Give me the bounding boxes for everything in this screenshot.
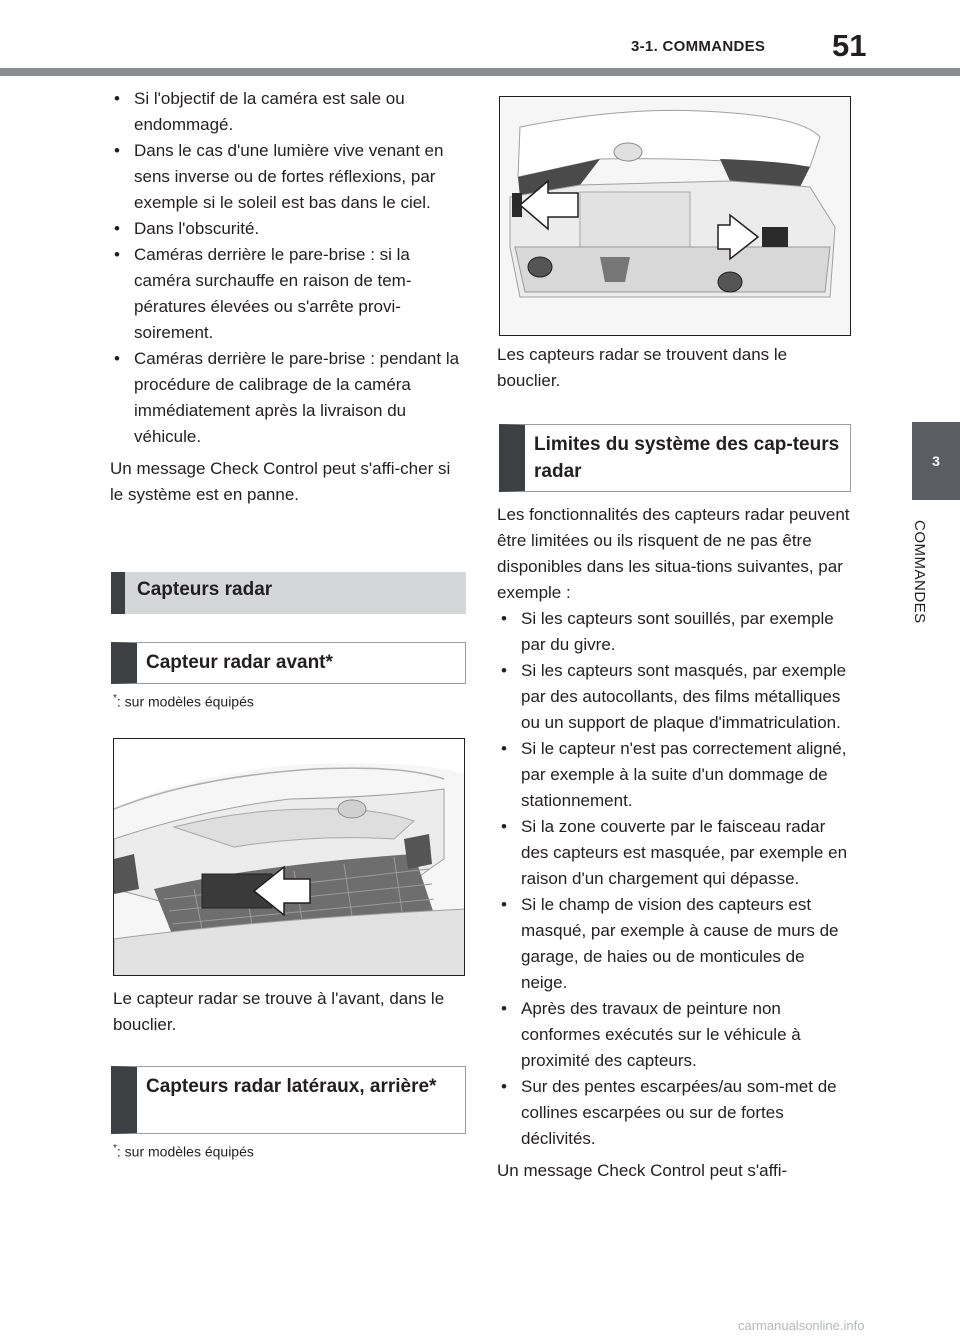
rear-bumper-illustration xyxy=(500,97,851,336)
list-item: • Si le capteur n'est pas correctement aligné, par exemple à la suite d'un dommage de stationnement. xyxy=(501,739,847,810)
chapter-tab[interactable]: 3 xyxy=(912,422,960,500)
front-bumper-figure xyxy=(113,738,465,976)
list-item: • Après des travaux de peinture non conformes exécutés sur le véhicule à proximité des capteurs. xyxy=(501,999,801,1070)
header-rule xyxy=(0,68,960,76)
list-item: • Dans l'obscurité. xyxy=(114,219,260,238)
front-bumper-illustration xyxy=(114,739,465,976)
check-control-paragraph: Un message Check Control peut s'affi-cher si le système est en panne. xyxy=(110,459,451,504)
limits-intro: Les fonctionnalités des capteurs radar peuvent être limitées ou ils risquent de ne pas être disponibles dans les situa-tions suivantes, par exemple : xyxy=(497,505,850,602)
check-control-paragraph: Un message Check Control peut s'affi- xyxy=(497,1161,788,1180)
subheading-front-radar: Capteur radar avant* xyxy=(111,642,466,684)
subheading-radar-limits: Limites du système des cap-teurs radar xyxy=(499,424,851,492)
rear-radar-caption: Les capteurs radar se trouvent dans le bouclier. xyxy=(497,345,788,390)
list-item: • Caméras derrière le pare-brise : si la caméra surchauffe en raison de tem-pératures élevées ou s'arrête provi-soirement. xyxy=(114,245,412,342)
watermark: carmanualsonline.info xyxy=(738,1318,865,1333)
list-item: • Caméras derrière le pare-brise : pendant la procédure de calibrage de la caméra immédiatement après la livraison du véhicule. xyxy=(114,349,460,446)
page-number: 51 xyxy=(832,28,867,63)
header-section-title: 3-1. COMMANDES xyxy=(631,38,766,55)
footnote-side-rear: *: sur modèles équipés xyxy=(113,1143,254,1160)
list-item: • Si la zone couverte par le faisceau radar des capteurs est masquée, par exemple en raison d'un chargement qui dépasse. xyxy=(501,817,848,888)
subheading-side-rear-radar: Capteurs radar latéraux, arrière* xyxy=(111,1066,466,1134)
list-item: • Si le champ de vision des capteurs est masqué, par exemple à cause de murs de garage, de haies ou de monticules de neige. xyxy=(501,895,839,992)
right-column-text xyxy=(497,502,852,1184)
list-item: • Si les capteurs sont souillés, par exemple par du givre. xyxy=(501,609,834,654)
chapter-label: COMMANDES xyxy=(911,520,928,624)
list-item: • Si les capteurs sont masqués, par exemple par des autocollants, des films métalliques ou un support de plaque d'immatriculation. xyxy=(501,661,847,732)
front-radar-caption: Le capteur radar se trouve à l'avant, dans le bouclier. xyxy=(113,989,445,1034)
list-item: • Sur des pentes escarpées/au som-met de collines escarpées ou sur de fortes déclivités. xyxy=(501,1077,837,1148)
footnote-front: *: sur modèles équipés xyxy=(113,693,254,710)
list-item: • Si l'objectif de la caméra est sale ou endommagé. xyxy=(114,89,405,134)
left-column-text xyxy=(110,86,466,508)
rear-bumper-figure xyxy=(499,96,851,336)
section-heading-radar: Capteurs radar xyxy=(111,572,466,614)
list-item: • Dans le cas d'une lumière vive venant en sens inverse ou de fortes réflexions, par exemple si le soleil est bas dans le ciel. xyxy=(114,141,444,212)
